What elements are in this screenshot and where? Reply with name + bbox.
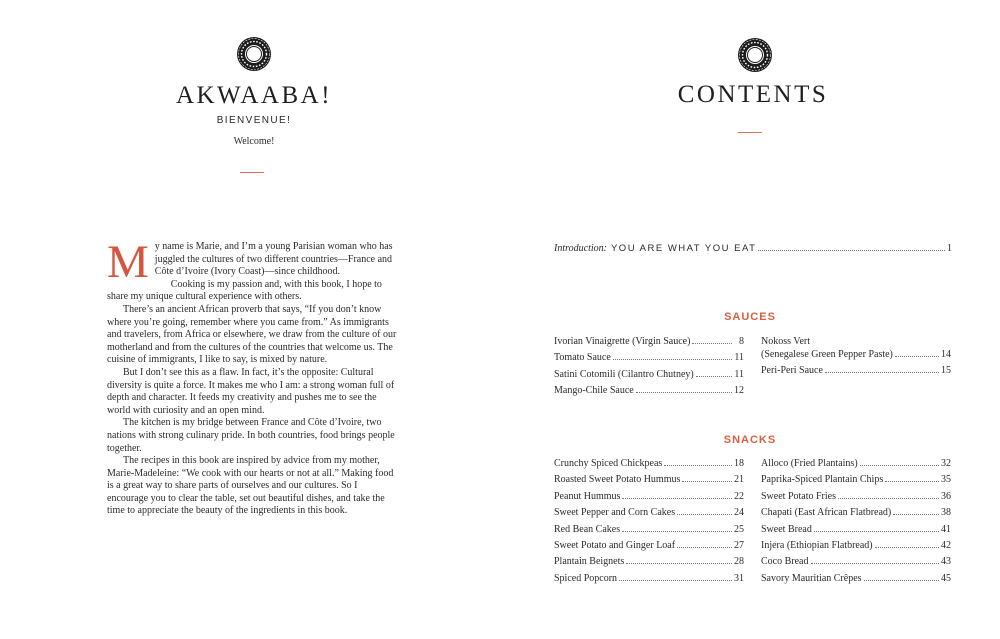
dot-leader — [692, 343, 732, 344]
paragraph: The recipes in this book are inspired by advice from my mother, Marie-Madeleine: “We cook with our hearts or not at all.” Making food is a great way to share parts of ourselves and our cultures. So I encourage you to clear the table, set out beautiful dishes, and take the time to appreciate the beauty of the ingredients in this book. — [107, 455, 394, 517]
toc-page-number: 8 — [739, 336, 744, 347]
toc-page-number: 38 — [941, 507, 951, 519]
toc-entry-label: Nokoss Vert — [761, 336, 810, 347]
toc-page-number: 31 — [734, 572, 744, 584]
toc-entry[interactable] — [554, 385, 744, 401]
toc-entry-label: Roasted Sweet Potato Hummus — [554, 474, 681, 486]
toc-entry[interactable] — [554, 369, 744, 385]
toc-entry[interactable] — [554, 336, 744, 352]
toc-entry[interactable] — [554, 491, 744, 507]
toc-page-number: 11 — [734, 368, 744, 380]
toc-entry[interactable] — [761, 365, 951, 381]
dot-leader — [682, 481, 732, 482]
toc-entry-label: Sweet Bread — [761, 523, 812, 535]
toc-entry-label: Mango-Chile Sauce — [554, 385, 634, 397]
drop-cap: M — [107, 236, 149, 288]
toc-entry[interactable] — [554, 524, 744, 540]
toc-entry-label: Plantain Beignets — [554, 556, 625, 568]
dot-leader — [875, 547, 939, 548]
dot-leader — [677, 514, 732, 515]
dot-leader — [677, 547, 732, 548]
toc-entry-label: Ivorian Vinaigrette (Virgin Sauce) — [554, 336, 691, 347]
paragraph: Cooking is my passion and, with this book, I hope to share my unique cultural experience with others. — [107, 278, 382, 303]
toc-page-number: 41 — [941, 523, 951, 535]
toc-page-number: 18 — [734, 458, 744, 469]
paragraph: The kitchen is my bridge between France and Côte d’Ivoire, two nations with strong culinary pride. In both countries, food brings people together. — [107, 417, 395, 454]
toc-entry-label: Paprika-Spiced Plantain Chips — [761, 474, 884, 486]
dot-leader — [814, 531, 939, 532]
dot-leader — [825, 372, 939, 373]
dot-leader — [636, 392, 732, 393]
toc-entry-label-continued: (Senegalese Green Pepper Paste) — [761, 349, 893, 360]
toc-page-number: 1 — [947, 243, 952, 254]
paragraph: But I don’t see this as a flaw. In fact, it’s the opposite: Cultural diversity is quite a force. It makes me who I am: a strong woman full of depth and character. It feeds my creativity and pushes me to see the world with curiosity and an open mind. — [107, 366, 395, 416]
toc-entry[interactable] — [554, 352, 744, 368]
paragraph: My name is Marie, and I’m a young Parisian woman who has juggled the cultures of two different countries—France and Côte d’Ivoire (Ivory Coast)—since childhood. — [107, 236, 393, 288]
section-heading-snacks: SNACKS — [723, 434, 777, 446]
toc-entry[interactable] — [554, 573, 744, 589]
intro-body — [107, 236, 398, 518]
dot-leader — [622, 531, 732, 532]
dot-leader — [619, 580, 732, 581]
toc-entry-label: Coco Bread — [761, 556, 809, 568]
paragraph: There’s an ancient African proverb that says, “If you don’t know where you’re going, remember where you came from.” As immigrants and travelers, from Africa or elsewhere, we draw from the culture of our motherland and from the cultures of the countries that welcome us. The cuisine of immigrants, I like to say, is mixed by nature. — [107, 303, 397, 366]
toc-entry-label: Peanut Hummus — [554, 490, 621, 502]
toc-entry-label: Sweet Potato and Ginger Loaf — [554, 539, 676, 551]
dot-leader — [838, 498, 939, 499]
toc-page-number: 11 — [734, 352, 744, 364]
toc-entry[interactable] — [554, 556, 744, 572]
toc-entry[interactable] — [761, 540, 951, 556]
toc-entry-label: Sweet Potato Fries — [761, 490, 836, 502]
dot-leader — [626, 563, 732, 564]
toc-entry[interactable] — [761, 573, 951, 589]
toc-page-number: 27 — [734, 539, 744, 551]
toc-entry[interactable] — [554, 458, 744, 474]
toc-entry[interactable] — [761, 458, 951, 474]
toc-entry[interactable] — [761, 491, 951, 507]
toc-entry-label: Injera (Ethiopian Flatbread) — [761, 539, 873, 551]
toc-page-number: 21 — [734, 474, 744, 486]
toc-entry-label: Red Bean Cakes — [554, 523, 621, 535]
toc-entry-label: Alloco (Fried Plantains) — [761, 458, 858, 469]
toc-page-number: 36 — [941, 490, 951, 502]
dot-leader — [860, 465, 939, 466]
toc-page-number: 14 — [941, 349, 951, 360]
toc-page-number: 12 — [734, 385, 744, 397]
toc-entry[interactable] — [554, 507, 744, 523]
toc-page-number: 42 — [941, 539, 951, 551]
toc-column-snacks-left — [554, 458, 744, 589]
toc-page-number: 45 — [941, 572, 951, 584]
accent-divider — [738, 132, 762, 133]
circular-medallion-icon — [735, 35, 775, 75]
dot-leader — [864, 580, 939, 581]
toc-entry-label: Peri-Peri Sauce — [761, 365, 823, 376]
toc-entry[interactable] — [761, 524, 951, 540]
toc-page-number: 24 — [734, 507, 744, 519]
dot-leader — [885, 481, 939, 482]
accent-divider — [240, 172, 264, 173]
dot-leader — [893, 514, 939, 515]
toc-page-number: 32 — [941, 458, 951, 469]
dot-leader — [895, 356, 939, 357]
dot-leader — [622, 498, 732, 499]
right-page — [500, 0, 1000, 639]
circular-medallion-icon — [234, 34, 274, 74]
dot-leader — [696, 376, 732, 377]
toc-column-snacks-right — [761, 458, 951, 589]
toc-entry-intro[interactable] — [554, 243, 952, 254]
toc-column-sauces-left — [554, 336, 744, 402]
section-heading-sauces: SAUCES — [724, 311, 776, 323]
toc-page-number: 15 — [941, 365, 951, 376]
toc-entry-label: Satini Cotomili (Cilantro Chutney) — [554, 368, 694, 380]
toc-entry-label: Spiced Popcorn — [554, 572, 618, 584]
toc-intro-title: YOU ARE WHAT YOU EAT — [610, 243, 757, 254]
toc-entry-label: Savory Mauritian Crêpes — [761, 572, 862, 584]
toc-entry-label: Chapati (East African Flatbread) — [761, 507, 892, 519]
dot-leader — [811, 563, 940, 564]
toc-page-number: 22 — [734, 490, 744, 502]
page-subtitle: BIENVENUE! — [216, 115, 292, 126]
toc-column-sauces-right — [761, 336, 951, 381]
page-title: AKWAABA! — [175, 82, 333, 109]
dot-leader — [758, 250, 945, 251]
toc-entry[interactable] — [761, 507, 951, 523]
dot-leader — [613, 359, 732, 360]
toc-entry[interactable] — [761, 556, 951, 572]
toc-entry[interactable] — [554, 474, 744, 490]
toc-page-number: 25 — [734, 523, 744, 535]
welcome-text: Welcome! — [233, 136, 275, 147]
toc-entry-label: Tomato Sauce — [554, 352, 611, 364]
toc-entry-label: Crunchy Spiced Chickpeas — [554, 458, 663, 469]
toc-page-number: 28 — [734, 556, 744, 568]
dot-leader — [664, 465, 732, 466]
toc-page-number: 35 — [941, 474, 951, 486]
toc-entry[interactable] — [761, 474, 951, 490]
toc-entry[interactable] — [761, 336, 951, 365]
toc-entry[interactable] — [554, 540, 744, 556]
contents-title: CONTENTS — [677, 81, 829, 108]
toc-intro-label: Introduction: — [554, 243, 607, 254]
toc-page-number: 43 — [941, 556, 951, 568]
toc-entry-label: Sweet Pepper and Corn Cakes — [554, 507, 676, 519]
